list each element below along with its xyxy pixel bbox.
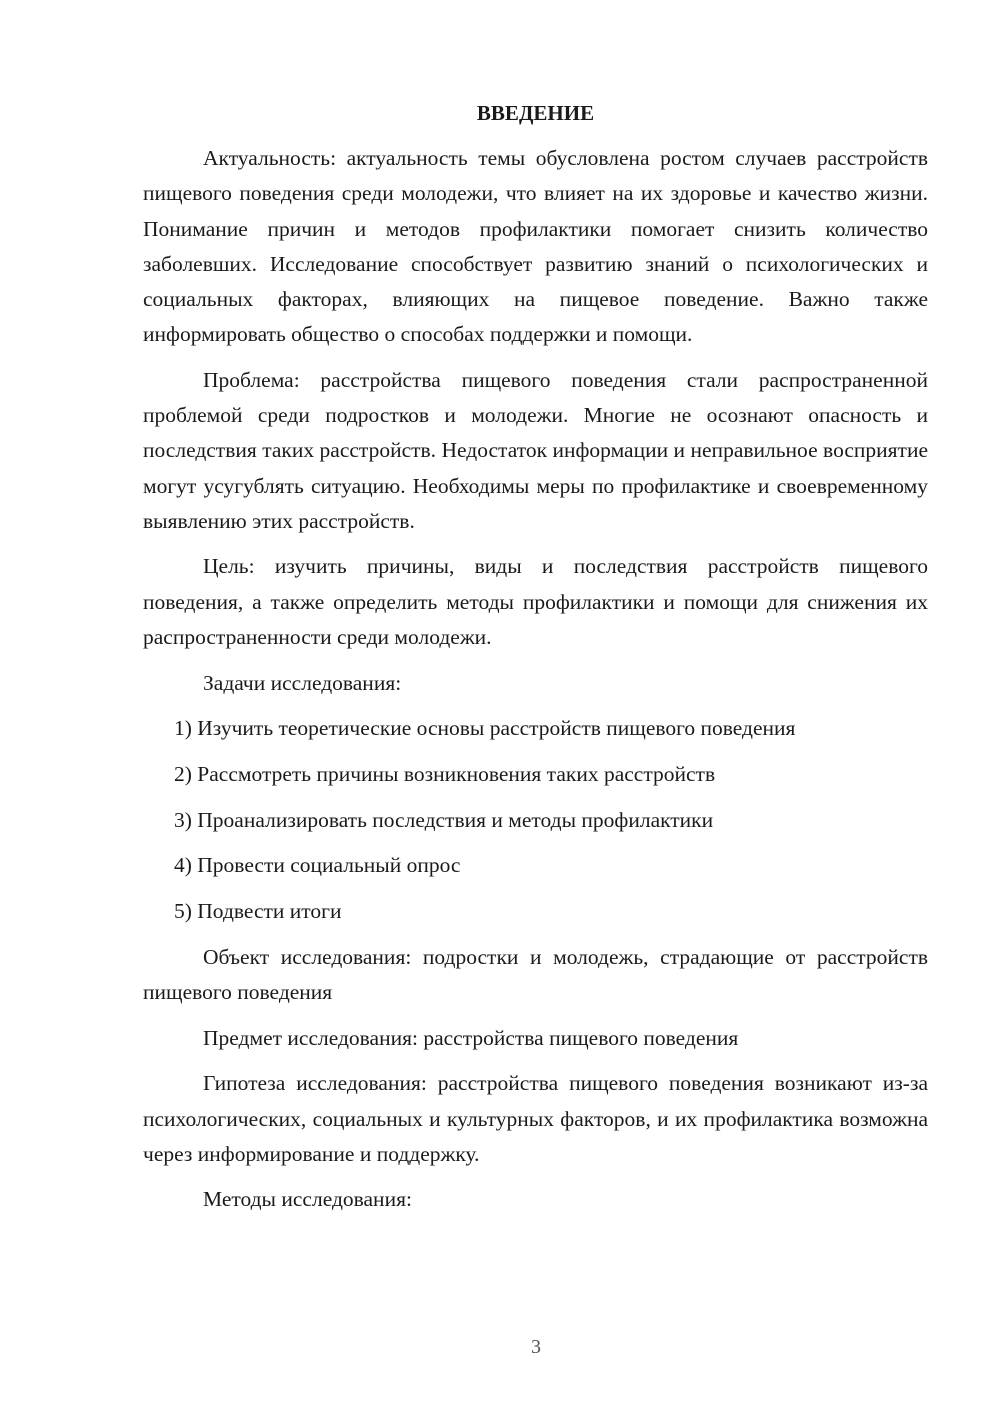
tasks-list bbox=[143, 711, 928, 929]
methods-heading: Методы исследования: bbox=[203, 1187, 412, 1212]
tasks-heading: Задачи исследования: bbox=[203, 670, 402, 695]
page-number: 3 bbox=[531, 1336, 541, 1358]
problem-paragraph: Проблема: расстройства пищевого поведения стали распространенной проблемой среди подростков и молодежи. Многие не осознают опасность и последствия таких расстройств. Недостаток информации и неправильное восприятие могут усугублять ситуацию. Необходимы меры по профилактике и своевременному выявлению этих расстройств. bbox=[143, 367, 928, 533]
object-paragraph: Объект исследования: подростки и молодежь, страдающие от расстройств пищевого поведения bbox=[143, 944, 928, 1004]
relevance-paragraph: Актуальность: актуальность темы обусловлена ростом случаев расстройств пищевого поведения среди молодежи, что влияет на их здоровье и качество жизни. Понимание причин и методов профилактики помогает снизить количество заболевших. Исследование способствует развитию знаний о психологических и социальных факторах, влияющих на пищевое поведение. Важно также информировать общество о способах поддержки и помощи. bbox=[143, 146, 928, 347]
hypothesis-paragraph: Гипотеза исследования: расстройства пищевого поведения возникают из-за психологических, социальных и культурных факторов, и их профилактика возможна через информирование и поддержку. bbox=[143, 1071, 928, 1166]
list-item: 5) Подвести итоги bbox=[174, 899, 342, 924]
list-item: 3) Проанализировать последствия и методы профилактики bbox=[174, 807, 714, 832]
list-item: 2) Рассмотреть причины возникновения таких расстройств bbox=[174, 761, 716, 786]
list-item: 4) Провести социальный опрос bbox=[174, 853, 461, 878]
document-page bbox=[143, 96, 928, 1228]
subject-paragraph: Предмет исследования: расстройства пищевого поведения bbox=[203, 1025, 739, 1050]
goal-paragraph: Цель: изучить причины, виды и последствия расстройств пищевого поведения, а также определить методы профилактики и помощи для снижения их распространенности среди молодежи. bbox=[143, 554, 928, 649]
section-title: ВВЕДЕНИЕ bbox=[476, 101, 595, 125]
list-item: 1) Изучить теоретические основы расстройств пищевого поведения bbox=[174, 716, 796, 741]
